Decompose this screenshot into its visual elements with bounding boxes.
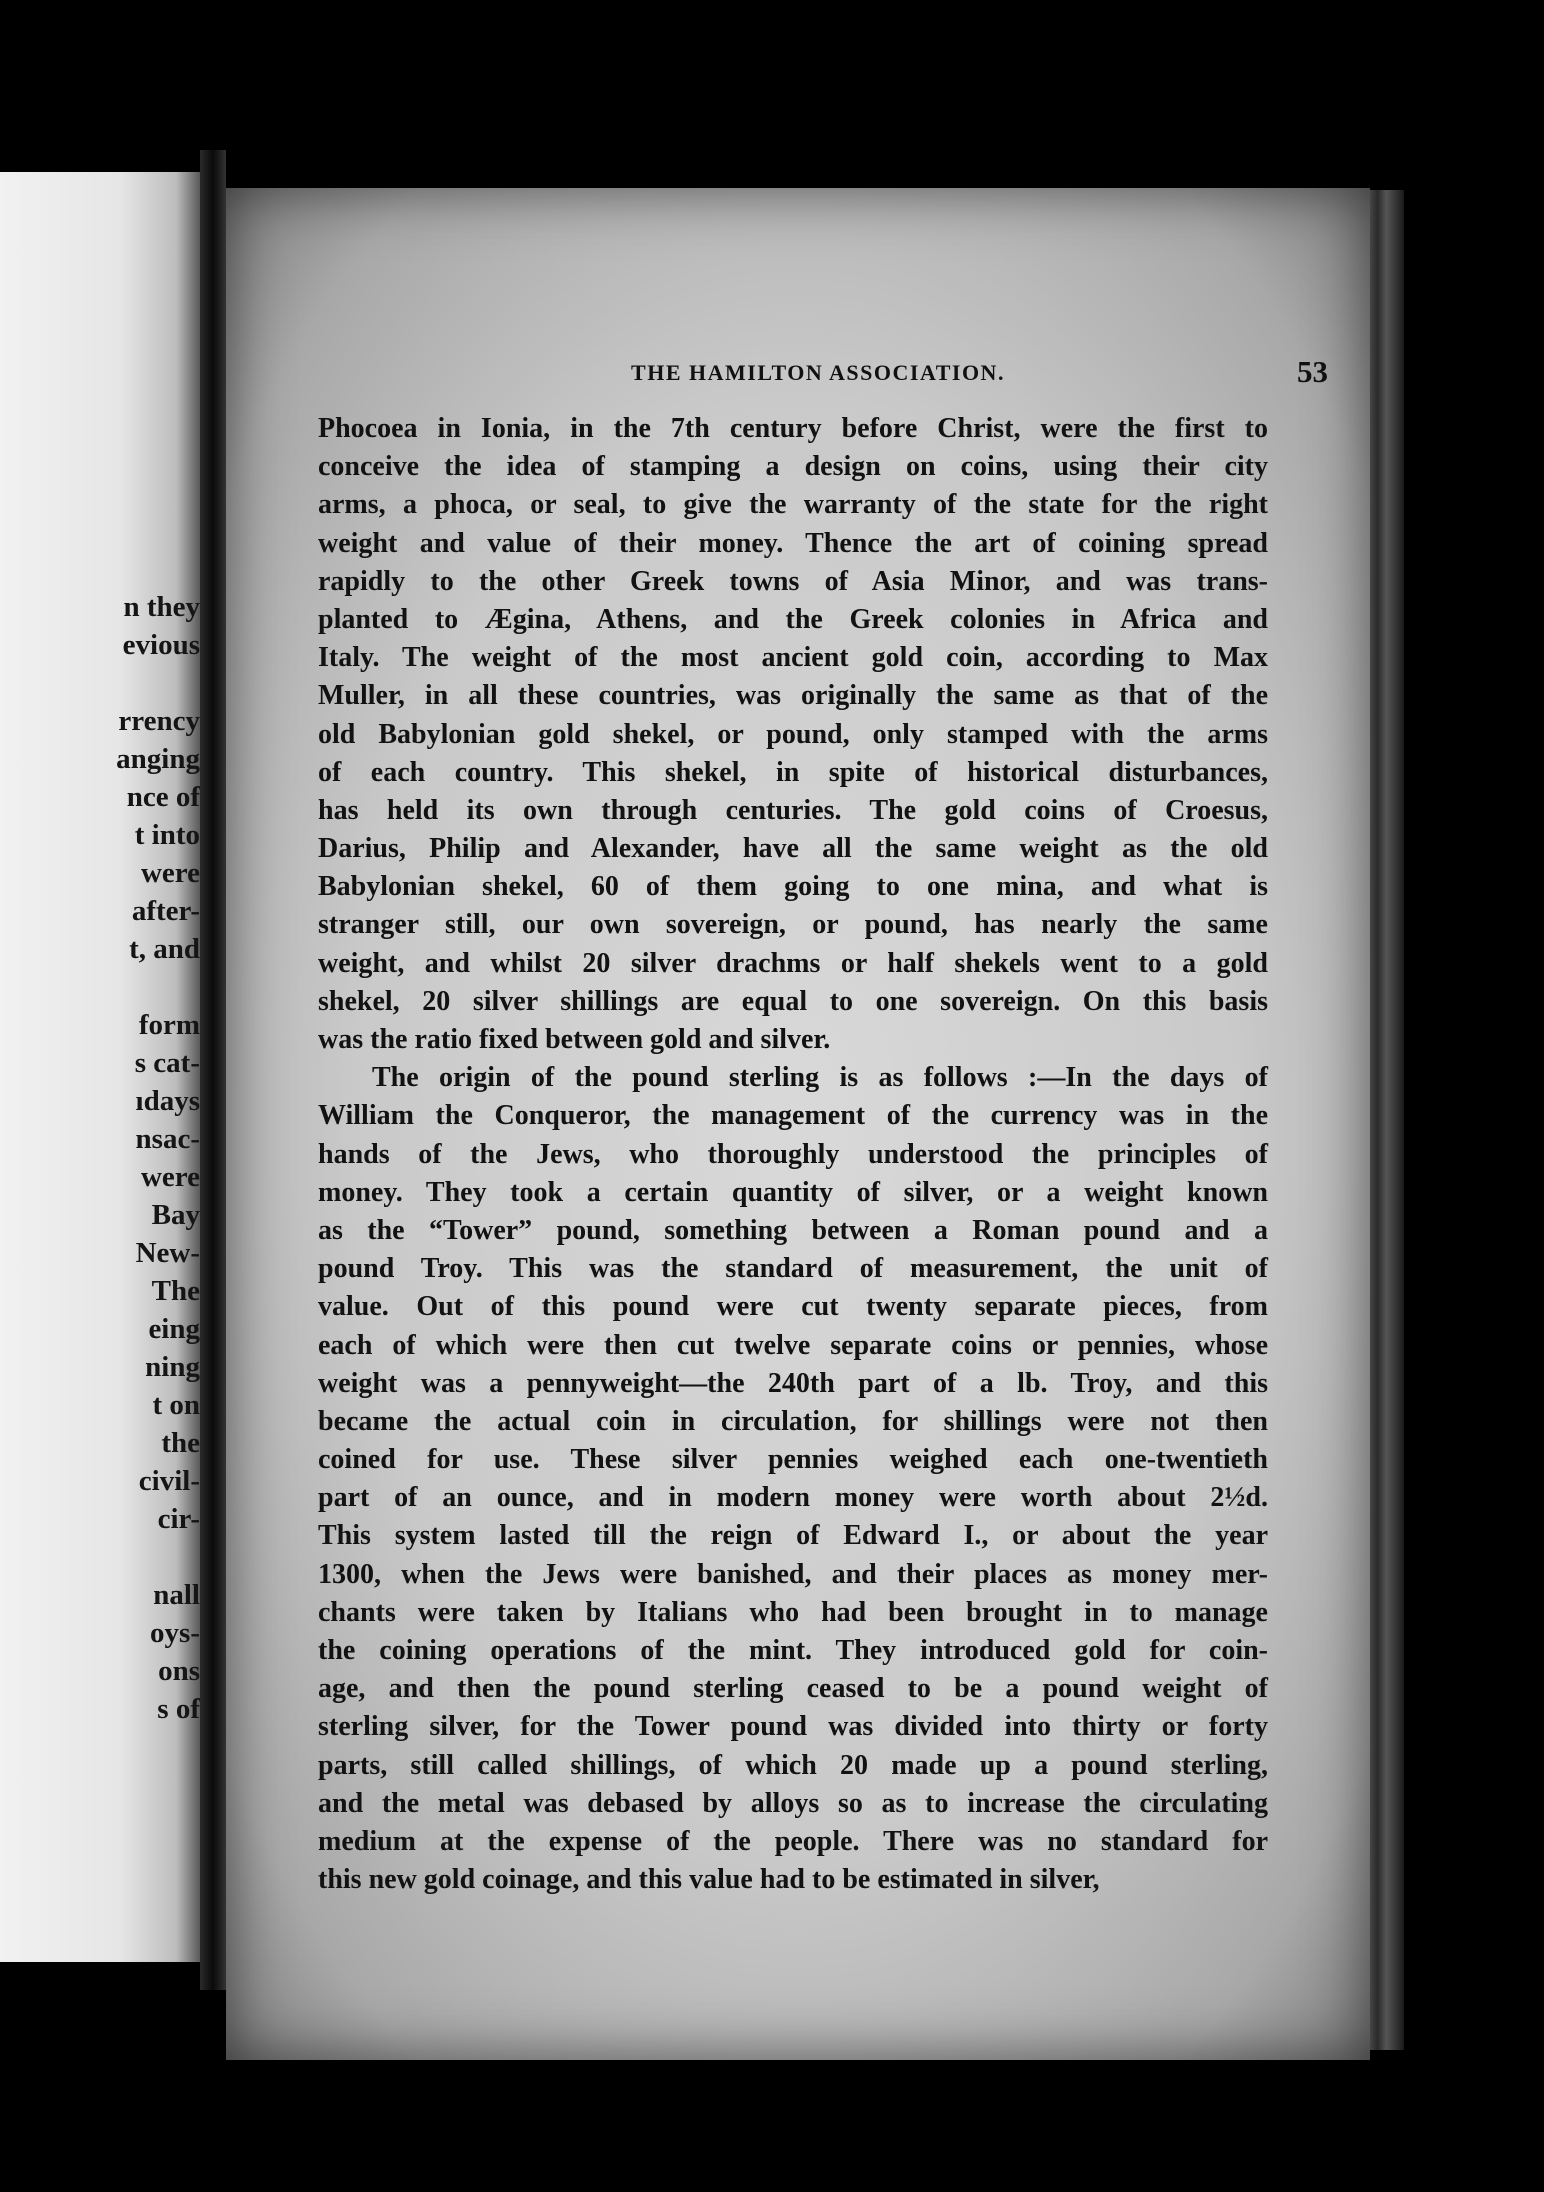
left-page-fragment: New-	[135, 1237, 200, 1269]
left-page-fragment: nsac-	[135, 1123, 200, 1155]
left-page-fragment: nall	[153, 1579, 200, 1611]
left-page-fragment: nce of	[126, 781, 200, 813]
text-line: arms, a phoca, or seal, to give the warranty of the state for the right	[318, 489, 1268, 521]
text-line: rapidly to the other Greek towns of Asia Minor, and was trans-	[318, 565, 1268, 597]
text-line: old Babylonian gold shekel, or pound, only stamped with the arms	[318, 718, 1268, 750]
text-line: of each country. This shekel, in spite of historical disturbances,	[318, 756, 1268, 788]
text-line: as the “Tower” pound, something between a Roman pound and a	[318, 1214, 1268, 1246]
text-line: Babylonian shekel, 60 of them going to one mina, and what is	[318, 871, 1268, 903]
text-line: conceive the idea of stamping a design on coins, using their city	[318, 451, 1268, 483]
text-line: William the Conqueror, the management of the currency was in the	[318, 1100, 1268, 1132]
left-page-fragment: civil-	[138, 1465, 200, 1497]
text-line: weight and value of their money. Thence the art of coining spread	[318, 527, 1268, 559]
left-page-fragment: eing	[148, 1313, 200, 1345]
text-line: part of an ounce, and in modern money were worth about 2½d.	[318, 1482, 1268, 1514]
text-line: The origin of the pound sterling is as follows :—In the days of	[372, 1062, 1268, 1094]
body-text	[318, 410, 1268, 2010]
text-line: chants were taken by Italians who had been brought in to manage	[318, 1596, 1268, 1628]
left-page-fragment: s cat-	[134, 1047, 200, 1079]
text-line: money. They took a certain quantity of silver, or a weight known	[318, 1176, 1268, 1208]
text-line: parts, still called shillings, of which 20 made up a pound sterling,	[318, 1749, 1268, 1781]
text-line: stranger still, our own sovereign, or pound, has nearly the same	[318, 909, 1268, 941]
left-page-fragment: ning	[145, 1351, 200, 1383]
running-head: THE HAMILTON ASSOCIATION.	[631, 360, 1005, 385]
left-page-fragment: t on	[152, 1389, 200, 1421]
text-line: each of which were then cut twelve separate coins or pennies, whose	[318, 1329, 1268, 1361]
left-page-fragment: The	[151, 1275, 200, 1307]
text-line: was the ratio fixed between gold and silver.	[318, 1024, 831, 1055]
text-line: this new gold coinage, and this value had to be estimated in silver,	[318, 1864, 1100, 1896]
left-page-fragment: Bay	[151, 1199, 200, 1231]
left-page-fragment: the	[161, 1427, 200, 1459]
text-line: weight, and whilst 20 silver drachms or half shekels went to a gold	[318, 947, 1268, 979]
left-page-fragment: ons	[158, 1655, 200, 1687]
text-line: the coining operations of the mint. They introduced gold for coin-	[318, 1635, 1268, 1666]
text-line: 1300, when the Jews were banished, and their places as money mer-	[318, 1558, 1268, 1590]
text-line: weight was a pennyweight—the 240th part of a lb. Troy, and this	[318, 1367, 1268, 1399]
left-page-fragment: cir-	[157, 1503, 200, 1535]
text-line: age, and then the pound sterling ceased to be a pound weight of	[318, 1673, 1268, 1705]
left-page-fragment: oys-	[150, 1617, 200, 1649]
text-line: coined for use. These silver pennies weighed each one-twentieth	[318, 1444, 1268, 1476]
left-page-fragment: anging	[116, 743, 200, 775]
text-line: pound Troy. This was the standard of measurement, the unit of	[318, 1253, 1268, 1285]
left-page-fragment: form	[138, 1009, 200, 1041]
left-page-fragment: t, and	[129, 933, 200, 965]
text-line: Muller, in all these countries, was originally the same as that of the	[318, 680, 1268, 712]
text-line: shekel, 20 silver shillings are equal to one sovereign. On this basis	[318, 985, 1268, 1017]
text-line: Darius, Philip and Alexander, have all the same weight as the old	[318, 833, 1268, 865]
left-page-fragment: evious	[122, 629, 200, 661]
left-page-fragment: n they	[123, 591, 200, 623]
text-line: This system lasted till the reign of Edward I., or about the year	[318, 1520, 1268, 1552]
text-line: Phocoea in Ionia, in the 7th century before Christ, were the first to	[318, 413, 1268, 444]
left-page-fragment: were	[140, 857, 200, 889]
left-page-fragment: t into	[134, 819, 200, 851]
text-line: became the actual coin in circulation, for shillings were not then	[318, 1405, 1268, 1437]
left-page-fragment: after-	[131, 895, 200, 927]
text-line: Italy. The weight of the most ancient gold coin, according to Max	[318, 642, 1268, 674]
text-line: sterling silver, for the Tower pound was divided into thirty or forty	[318, 1711, 1268, 1743]
text-line: planted to Ægina, Athens, and the Greek colonies in Africa and	[318, 603, 1268, 635]
left-page-fragment: rrency	[118, 705, 200, 737]
text-line: medium at the expense of the people. There was no standard for	[318, 1825, 1268, 1857]
book-page	[226, 188, 1370, 2060]
previous-page	[0, 172, 200, 1962]
left-page-fragment: were	[140, 1161, 200, 1193]
book-gutter	[200, 150, 226, 1990]
page-number: 53	[1297, 354, 1328, 389]
left-page-fragment: ıdays	[135, 1085, 200, 1117]
text-line: has held its own through centuries. The gold coins of Croesus,	[318, 794, 1268, 826]
text-line: value. Out of this pound were cut twenty separate pieces, from	[318, 1291, 1268, 1323]
text-line: and the metal was debased by alloys so as to increase the circulating	[318, 1787, 1268, 1819]
text-line: hands of the Jews, who thoroughly understood the principles of	[318, 1138, 1268, 1170]
left-page-fragment: s of	[157, 1693, 200, 1725]
